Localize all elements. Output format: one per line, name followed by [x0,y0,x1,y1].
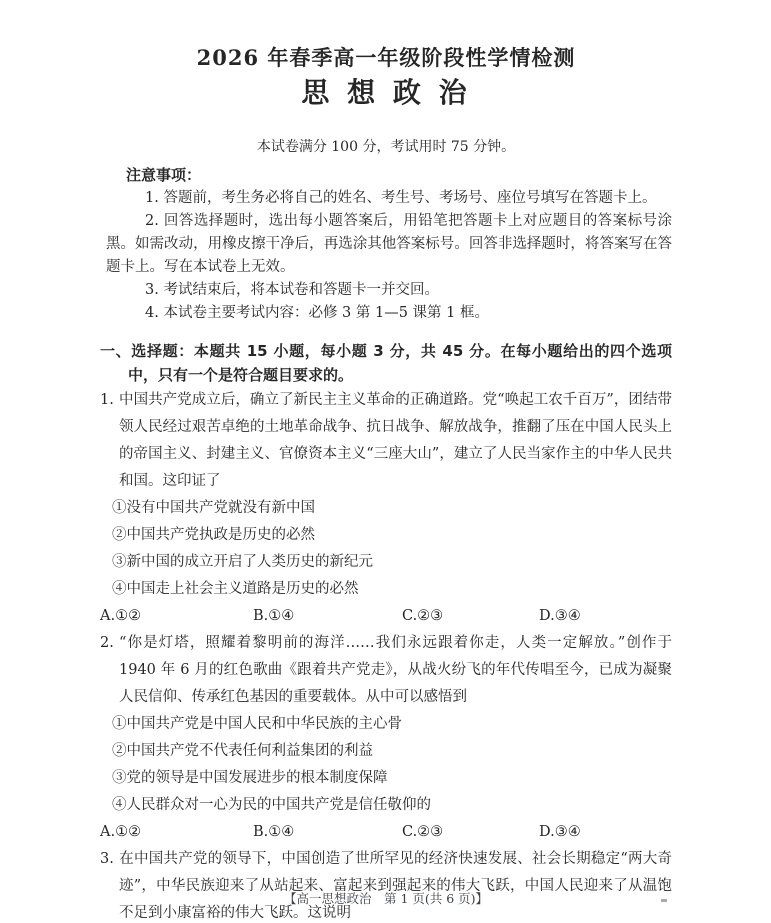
question-1-choice-d: D.③④ [539,608,581,624]
question-1-choice-b: B.①④ [253,608,295,624]
notice-item-4: 4. 本试卷主要考试内容：必修 3 第 1—5 课第 1 框。 [145,305,489,321]
question-1-stem [100,387,672,495]
question-2-stem [100,630,672,711]
question-2 [100,630,672,846]
question-1-choice-c: C.②③ [402,608,444,624]
page-footer: 【高一思想政治 第 1 页(共 6 页)】 [283,891,489,906]
section-one-heading: 一、选择题：本题共 15 小题，每小题 3 分，共 45 分。在每小题给出的四个选项中，只有一个是符合题目要求的。 [100,342,672,384]
question-3-stem-text: 在中国共产党的领导下，中国创造了世所罕见的经济快速发展、社会长期稳定“两大奇迹”，中华民族迎来了从站起来、富起来到强起来的伟大飞跃，中国人民迎来了从温饱不足到小康富裕的伟大飞跃。这说明 [119,851,672,921]
question-1-number: 1. [100,392,114,408]
question-3-number: 3. [100,851,114,867]
question-2-choice-b: B.①④ [253,824,295,840]
question-1-statement-4: ④中国走上社会主义道路是历史的必然 [112,581,359,597]
question-1-choice-a: A.①② [100,608,142,624]
question-1-statement-3: ③新中国的成立开启了人类历史的新纪元 [112,554,373,570]
question-2-choice-a: A.①② [100,824,142,840]
question-2-statement-1: ①中国共产党是中国人民和中华民族的主心骨 [112,716,402,732]
page-content [100,0,672,923]
question-1 [100,387,672,630]
questions-area [100,387,672,923]
question-2-choices [100,819,672,846]
question-2-statement-4: ④人民群众对一心为民的中国共产党是信任敬仰的 [112,797,431,813]
question-2-choice-d: D.③④ [539,824,581,840]
question-1-statement-1: ①没有中国共产党就没有新中国 [112,500,315,516]
question-2-choice-c: C.②③ [402,824,444,840]
question-3-stem [100,846,672,923]
notice-item-2: 2. 回答选择题时，选出每小题答案后，用铅笔把答题卡上对应题目的答案标号涂黑。如需改动，用橡皮擦干净后，再选涂其他答案标号。回答非选择题时，将答案写在答题卡上。写在本试卷上无效。 [106,213,672,275]
subject-title: 思 想 政 治 [301,76,471,109]
question-2-number: 2. [100,635,114,651]
notice-heading: 注意事项： [126,166,202,184]
exam-info-line: 本试卷满分 100 分，考试用时 75 分钟。 [256,139,516,155]
question-2-statement-3: ③党的领导是中国发展进步的根本制度保障 [112,770,388,786]
notice-item-1: 1. 答题前，考生务必将自己的姓名、考生号、考场号、座位号填写在答题卡上。 [145,190,657,206]
question-1-stem-text: 中国共产党成立后，确立了新民主主义革命的正确道路。党“唤起工农千百万”，团结带领人民经过艰苦卓绝的土地革命战争、抗日战争、解放战争，推翻了压在中国人民头上的帝国主义、封建主义、官僚资本主义“三座大山”，建立了人民当家作主的中华人民共和国。这印证了 [119,392,672,489]
exam-title: 2026 年春季高一年级阶段性学情检测 [196,45,576,70]
question-2-statement-2: ②中国共产党不代表任何利益集团的利益 [112,743,373,759]
question-2-stem-text: “你是灯塔，照耀着黎明前的海洋……我们永远跟着你走，人类一定解放。”创作于 1940 年 6 月的红色歌曲《跟着共产党走》，从战火纷飞的年代传唱至今，已成为凝聚人民信仰、传承红色基因的重要载体。从中可以感悟到 [119,635,672,705]
scan-artifact [661,899,667,902]
notice-item-3: 3. 考试结束后，将本试卷和答题卡一并交回。 [145,282,439,298]
notice-section [100,164,672,325]
question-1-statement-2: ②中国共产党执政是历史的必然 [112,527,315,543]
question-3 [100,846,672,923]
question-1-choices [100,603,672,630]
